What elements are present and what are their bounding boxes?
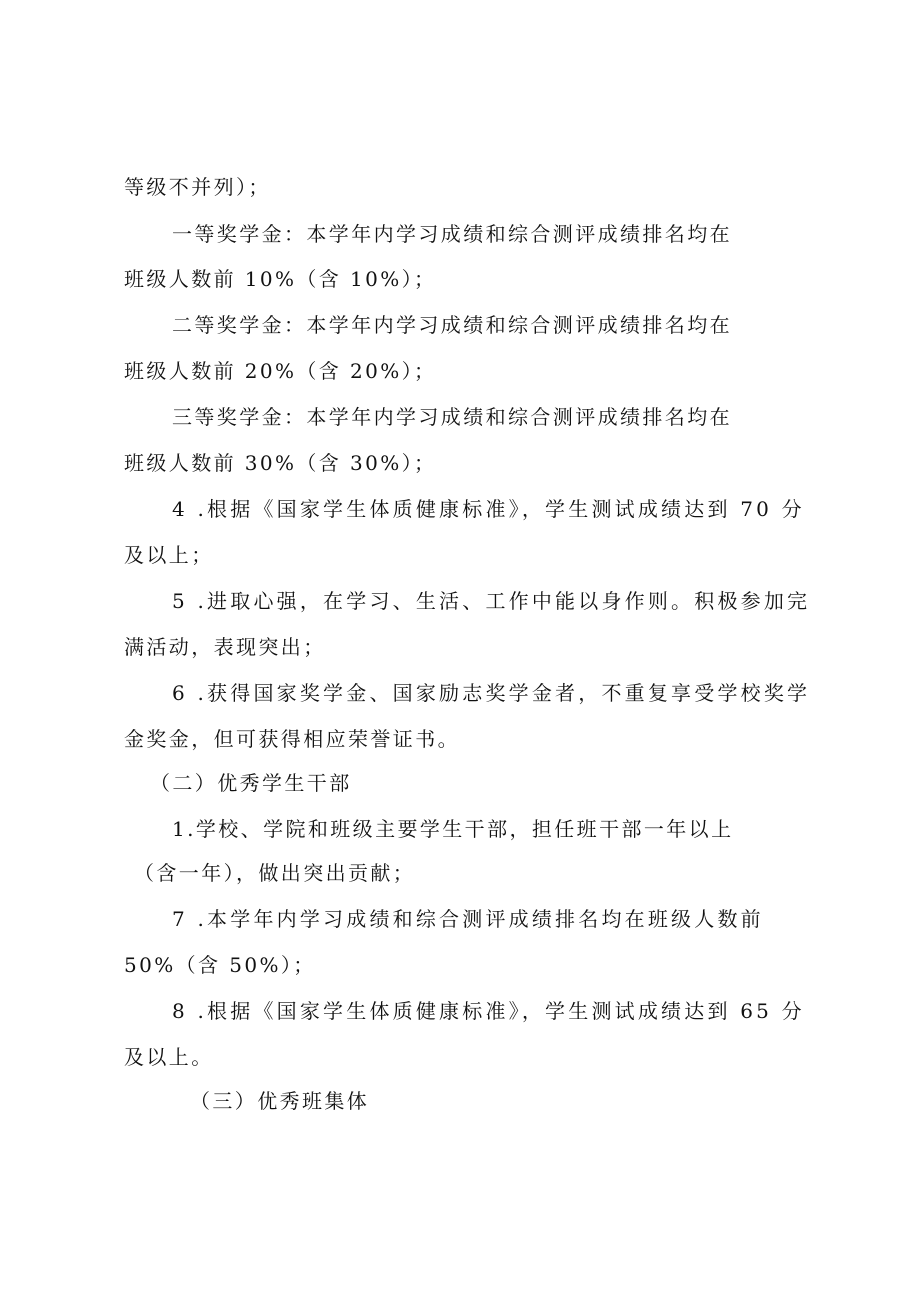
- text-line-item-7-cont: 50%（含 50%）；: [124, 953, 316, 977]
- text-line-item-5: 5 .进取心强，在学习、生活、工作中能以身作则。积极参加完: [172, 589, 811, 613]
- text-line-item-4: 4 .根据《国家学生体质健康标准》，学生测试成绩达到 70 分: [172, 497, 805, 521]
- text-line-first-prize-cont: 班级人数前 10%（含 10%）；: [124, 267, 437, 291]
- text-line-third-prize-cont: 班级人数前 30%（含 30%）；: [124, 451, 437, 475]
- section-heading-outstanding-class: （三）优秀班集体: [190, 1089, 370, 1113]
- text-line-cadre-item-1: 1.学校、学院和班级主要学生干部，担任班干部一年以上: [172, 817, 734, 841]
- text-line-third-prize: 三等奖学金：本学年内学习成绩和综合测评成绩排名均在: [172, 405, 732, 429]
- text-line-item-6: 6 .获得国家奖学金、国家励志奖学金者，不重复享受学校奖学: [172, 681, 811, 705]
- text-line-item-6-cont: 金奖金，但可获得相应荣誉证书。: [124, 727, 460, 751]
- text-line-cadre-item-1-cont: （含一年），做出突出贡献；: [134, 861, 416, 885]
- text-line-second-prize: 二等奖学金：本学年内学习成绩和综合测评成绩排名均在: [172, 313, 732, 337]
- text-line-continuation: 等级不并列）；: [124, 175, 271, 199]
- text-line-item-4-cont: 及以上；: [124, 543, 214, 567]
- text-line-item-7: 7 .本学年内学习成绩和综合测评成绩排名均在班级人数前: [172, 907, 764, 931]
- text-line-second-prize-cont: 班级人数前 20%（含 20%）；: [124, 359, 437, 383]
- text-line-item-8-cont: 及以上。: [124, 1045, 214, 1069]
- text-line-item-5-cont: 满活动，表现突出；: [124, 635, 326, 659]
- text-line-first-prize: 一等奖学金：本学年内学习成绩和综合测评成绩排名均在: [172, 222, 732, 246]
- section-heading-outstanding-cadre: （二）优秀学生干部: [150, 771, 352, 795]
- text-line-item-8: 8 .根据《国家学生体质健康标准》，学生测试成绩达到 65 分: [172, 999, 805, 1023]
